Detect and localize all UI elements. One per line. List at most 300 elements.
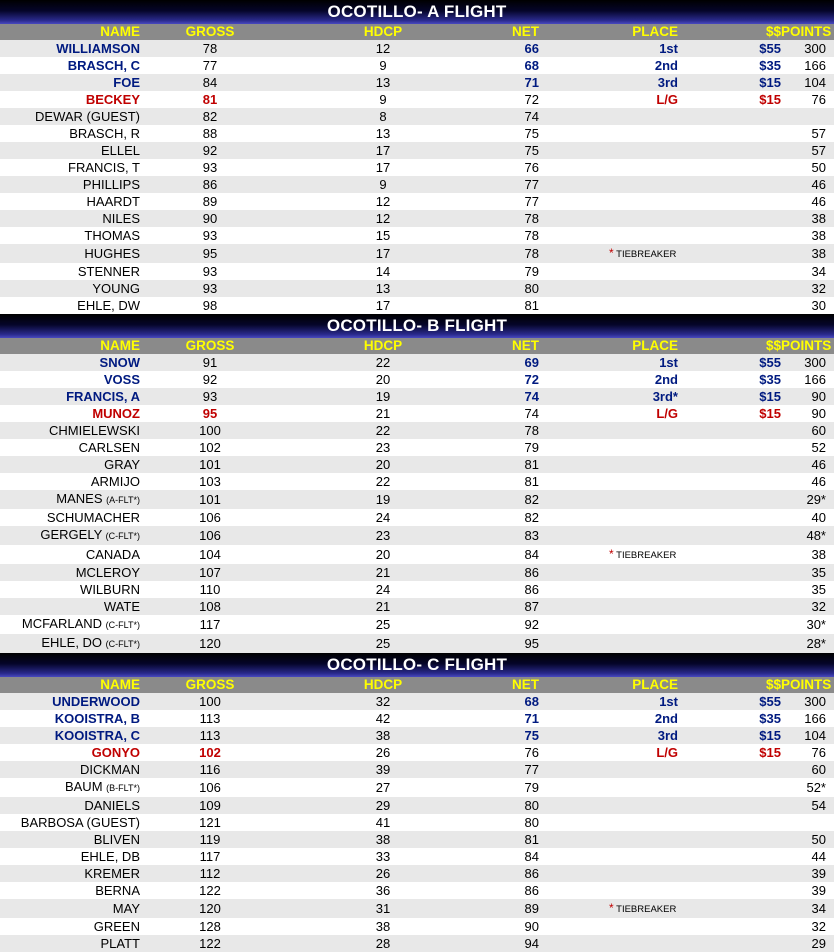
cell-money: $15	[678, 74, 781, 91]
cell-gross: 122	[140, 882, 280, 899]
cell-hdcp: 9	[280, 91, 486, 108]
cell-hdcp: 22	[280, 354, 486, 371]
tiebreaker-star: *	[609, 246, 614, 260]
table-row	[0, 526, 834, 545]
player-name: UNDERWOOD	[52, 694, 140, 709]
cell-name	[0, 509, 140, 526]
player-name: EHLE, DW	[77, 298, 140, 313]
cell-gross: 122	[140, 935, 280, 952]
player-name: GREEN	[93, 919, 140, 934]
cell-place	[539, 108, 678, 125]
cell-net: 74	[486, 405, 539, 422]
cell-name	[0, 439, 140, 456]
player-name: VOSS	[103, 372, 140, 387]
column-header-name: NAME	[0, 24, 140, 40]
table-row	[0, 297, 834, 314]
cell-points: 35	[781, 581, 834, 598]
cell-name	[0, 615, 140, 634]
cell-name	[0, 371, 140, 388]
cell-place	[539, 439, 678, 456]
cell-name	[0, 778, 140, 797]
cell-place: 3rd	[539, 74, 678, 91]
column-header-hdcp: HDCP	[280, 24, 486, 40]
table-row	[0, 405, 834, 422]
cell-hdcp: 13	[280, 125, 486, 142]
player-name: MCLEROY	[75, 565, 140, 580]
cell-place	[539, 564, 678, 581]
player-name: MAY	[112, 901, 140, 916]
cell-hdcp: 38	[280, 727, 486, 744]
cell-name	[0, 918, 140, 935]
cell-place	[539, 176, 678, 193]
cell-hdcp: 38	[280, 918, 486, 935]
cell-net: 74	[486, 388, 539, 405]
cell-place	[539, 159, 678, 176]
player-name: MUNOZ	[92, 406, 140, 421]
cell-place	[539, 473, 678, 490]
cell-points: 60	[781, 422, 834, 439]
cell-place: 1st	[539, 40, 678, 57]
cell-net: 66	[486, 40, 539, 57]
cell-hdcp: 31	[280, 899, 486, 918]
cell-hdcp: 19	[280, 490, 486, 509]
cell-gross: 113	[140, 710, 280, 727]
table-row	[0, 422, 834, 439]
cell-hdcp: 9	[280, 57, 486, 74]
cell-points: 104	[781, 74, 834, 91]
cell-points: 52	[781, 439, 834, 456]
cell-money	[678, 865, 781, 882]
cell-gross: 116	[140, 761, 280, 778]
table-row	[0, 899, 834, 918]
cell-place: 1st	[539, 693, 678, 710]
cell-money	[678, 125, 781, 142]
player-name: KOOISTRA, B	[54, 711, 140, 726]
cell-place: 2nd	[539, 710, 678, 727]
cell-points: 29*	[781, 490, 834, 509]
cell-gross: 84	[140, 74, 280, 91]
cell-place	[539, 210, 678, 227]
cell-hdcp: 17	[280, 297, 486, 314]
header-row	[0, 338, 834, 354]
cell-gross: 100	[140, 422, 280, 439]
cell-net: 80	[486, 814, 539, 831]
column-header-place: PLACE	[539, 24, 678, 40]
cell-net: 81	[486, 297, 539, 314]
tiebreaker-text: TIEBREAKER	[613, 249, 677, 260]
cell-net: 82	[486, 490, 539, 509]
cell-place	[539, 831, 678, 848]
cell-place	[539, 509, 678, 526]
cell-gross: 106	[140, 509, 280, 526]
header-row	[0, 677, 834, 693]
player-name: FRANCIS, A	[66, 389, 140, 404]
column-header-points: POINTS	[781, 338, 834, 354]
cell-name	[0, 598, 140, 615]
cell-gross: 93	[140, 159, 280, 176]
player-name: ARMIJO	[90, 474, 140, 489]
cell-name	[0, 176, 140, 193]
cell-points: 104	[781, 727, 834, 744]
flight-title: OCOTILLO- A FLIGHT	[0, 0, 834, 24]
table-row	[0, 882, 834, 899]
cell-points: 29	[781, 935, 834, 952]
table-row	[0, 545, 834, 564]
cell-place	[539, 227, 678, 244]
cell-points: 300	[781, 693, 834, 710]
column-header-name: NAME	[0, 338, 140, 354]
cell-name	[0, 405, 140, 422]
tiebreaker-text: TIEBREAKER	[613, 550, 677, 561]
table-row	[0, 509, 834, 526]
cell-money	[678, 634, 781, 653]
cell-hdcp: 20	[280, 545, 486, 564]
cell-gross: 106	[140, 526, 280, 545]
cell-name	[0, 422, 140, 439]
cell-name	[0, 280, 140, 297]
cell-money	[678, 227, 781, 244]
cell-gross: 101	[140, 456, 280, 473]
cell-hdcp: 36	[280, 882, 486, 899]
cell-points: 38	[781, 545, 834, 564]
tiebreaker-text: TIEBREAKER	[613, 904, 677, 915]
cell-points: 300	[781, 354, 834, 371]
cell-net: 75	[486, 727, 539, 744]
cell-net: 84	[486, 545, 539, 564]
column-header-gross: GROSS	[140, 677, 280, 693]
cell-gross: 91	[140, 354, 280, 371]
cell-hdcp: 27	[280, 778, 486, 797]
cell-gross: 113	[140, 727, 280, 744]
cell-name	[0, 263, 140, 280]
cell-gross: 106	[140, 778, 280, 797]
table-row	[0, 473, 834, 490]
player-name: CHMIELEWSKI	[48, 423, 140, 438]
cell-hdcp: 22	[280, 422, 486, 439]
table-row	[0, 564, 834, 581]
cell-name	[0, 297, 140, 314]
table-row	[0, 244, 834, 263]
table-row	[0, 227, 834, 244]
cell-hdcp: 23	[280, 439, 486, 456]
column-header-net: NET	[486, 677, 539, 693]
table-row	[0, 710, 834, 727]
cell-money	[678, 142, 781, 159]
table-row	[0, 744, 834, 761]
cell-gross: 93	[140, 388, 280, 405]
cell-gross: 93	[140, 280, 280, 297]
cell-gross: 107	[140, 564, 280, 581]
cell-hdcp: 25	[280, 634, 486, 653]
cell-name	[0, 108, 140, 125]
cell-money	[678, 108, 781, 125]
player-name: BLIVEN	[93, 832, 140, 847]
cell-net: 74	[486, 108, 539, 125]
cell-points: 90	[781, 388, 834, 405]
cell-hdcp: 17	[280, 244, 486, 263]
cell-net: 94	[486, 935, 539, 952]
cell-money	[678, 545, 781, 564]
cell-name	[0, 727, 140, 744]
cell-money	[678, 598, 781, 615]
cell-net: 81	[486, 456, 539, 473]
flight-section	[0, 0, 834, 314]
cell-points	[781, 108, 834, 125]
column-header-gross: GROSS	[140, 24, 280, 40]
cell-name	[0, 473, 140, 490]
cell-net: 86	[486, 564, 539, 581]
cell-points: 46	[781, 473, 834, 490]
cell-money	[678, 564, 781, 581]
cell-net: 84	[486, 848, 539, 865]
cell-name	[0, 40, 140, 57]
player-name: KOOISTRA, C	[54, 728, 140, 743]
cell-money	[678, 263, 781, 280]
cell-name	[0, 710, 140, 727]
table-row	[0, 598, 834, 615]
flight-note: (C-FLT*)	[105, 620, 140, 630]
cell-points: 46	[781, 176, 834, 193]
cell-place	[539, 142, 678, 159]
cell-net: 75	[486, 125, 539, 142]
cell-name	[0, 490, 140, 509]
table-row	[0, 814, 834, 831]
cell-money	[678, 615, 781, 634]
player-name: ELLEL	[100, 143, 140, 158]
cell-hdcp: 17	[280, 142, 486, 159]
table-row	[0, 57, 834, 74]
cell-net: 78	[486, 227, 539, 244]
header-row	[0, 24, 834, 40]
cell-gross: 117	[140, 615, 280, 634]
cell-points: 38	[781, 244, 834, 263]
cell-money	[678, 456, 781, 473]
cell-money	[678, 244, 781, 263]
cell-place: 2nd	[539, 57, 678, 74]
table-row	[0, 581, 834, 598]
table-row	[0, 918, 834, 935]
cell-name	[0, 210, 140, 227]
player-name: BECKEY	[85, 92, 140, 107]
cell-money	[678, 899, 781, 918]
cell-points: 166	[781, 710, 834, 727]
cell-net: 86	[486, 865, 539, 882]
cell-place	[539, 778, 678, 797]
cell-net: 90	[486, 918, 539, 935]
cell-money: $15	[678, 388, 781, 405]
cell-net: 78	[486, 210, 539, 227]
cell-hdcp: 21	[280, 564, 486, 581]
player-name: HUGHES	[84, 246, 140, 261]
table-row	[0, 865, 834, 882]
table-row	[0, 761, 834, 778]
cell-points: 32	[781, 280, 834, 297]
cell-gross: 78	[140, 40, 280, 57]
cell-points: 34	[781, 263, 834, 280]
table-row	[0, 74, 834, 91]
cell-money	[678, 761, 781, 778]
cell-gross: 98	[140, 297, 280, 314]
cell-hdcp: 12	[280, 210, 486, 227]
cell-place	[539, 865, 678, 882]
cell-money	[678, 297, 781, 314]
table-row	[0, 727, 834, 744]
flight-note: (C-FLT*)	[105, 531, 140, 541]
player-name: MCFARLAND	[21, 616, 103, 631]
cell-money	[678, 848, 781, 865]
cell-place	[539, 814, 678, 831]
cell-name	[0, 142, 140, 159]
cell-place	[539, 422, 678, 439]
cell-place	[539, 456, 678, 473]
cell-hdcp: 39	[280, 761, 486, 778]
cell-points: 28*	[781, 634, 834, 653]
cell-net: 72	[486, 91, 539, 108]
cell-points: 40	[781, 509, 834, 526]
column-header-hdcp: HDCP	[280, 338, 486, 354]
cell-place	[539, 581, 678, 598]
cell-name	[0, 831, 140, 848]
player-name: WATE	[103, 599, 140, 614]
cell-money: $55	[678, 354, 781, 371]
cell-net: 82	[486, 509, 539, 526]
column-header-place: PLACE	[539, 338, 678, 354]
cell-hdcp: 32	[280, 693, 486, 710]
cell-hdcp: 20	[280, 456, 486, 473]
cell-place	[539, 526, 678, 545]
cell-gross: 103	[140, 473, 280, 490]
cell-hdcp: 42	[280, 710, 486, 727]
cell-net: 80	[486, 280, 539, 297]
player-name: BERNA	[95, 883, 140, 898]
cell-place	[539, 935, 678, 952]
column-header-money: $$	[678, 677, 781, 693]
tiebreaker-star: *	[609, 901, 614, 915]
cell-gross: 104	[140, 545, 280, 564]
cell-money	[678, 831, 781, 848]
column-header-money: $$	[678, 24, 781, 40]
player-name: EHLE, DO	[41, 635, 103, 650]
cell-gross: 95	[140, 405, 280, 422]
cell-hdcp: 26	[280, 865, 486, 882]
cell-points: 46	[781, 193, 834, 210]
cell-net: 68	[486, 693, 539, 710]
cell-money	[678, 439, 781, 456]
cell-net: 79	[486, 778, 539, 797]
cell-name	[0, 456, 140, 473]
cell-net: 86	[486, 882, 539, 899]
cell-money	[678, 935, 781, 952]
cell-net: 78	[486, 244, 539, 263]
player-name: DANIELS	[84, 798, 140, 813]
tiebreaker-note	[609, 901, 677, 915]
cell-name	[0, 865, 140, 882]
cell-gross: 81	[140, 91, 280, 108]
table-row	[0, 125, 834, 142]
cell-points: 32	[781, 598, 834, 615]
cell-points: 52*	[781, 778, 834, 797]
cell-points: 76	[781, 744, 834, 761]
cell-gross: 101	[140, 490, 280, 509]
player-name: CARLSEN	[78, 440, 140, 455]
results-table	[0, 24, 834, 314]
cell-net: 92	[486, 615, 539, 634]
cell-name	[0, 193, 140, 210]
cell-net: 80	[486, 797, 539, 814]
table-row	[0, 176, 834, 193]
cell-net: 77	[486, 176, 539, 193]
cell-hdcp: 14	[280, 263, 486, 280]
cell-hdcp: 9	[280, 176, 486, 193]
cell-hdcp: 21	[280, 598, 486, 615]
cell-gross: 120	[140, 899, 280, 918]
cell-gross: 108	[140, 598, 280, 615]
player-name: KREMER	[84, 866, 140, 881]
player-name: BARBOSA (GUEST)	[20, 815, 140, 830]
column-header-money: $$	[678, 338, 781, 354]
cell-gross: 88	[140, 125, 280, 142]
cell-points: 44	[781, 848, 834, 865]
player-name: FOE	[113, 75, 140, 90]
table-row	[0, 210, 834, 227]
cell-points: 34	[781, 899, 834, 918]
cell-place	[539, 848, 678, 865]
player-name: PHILLIPS	[82, 177, 140, 192]
player-name: HAARDT	[86, 194, 140, 209]
cell-money: $55	[678, 693, 781, 710]
cell-hdcp: 12	[280, 40, 486, 57]
cell-hdcp: 28	[280, 935, 486, 952]
cell-money	[678, 778, 781, 797]
cell-place: L/G	[539, 744, 678, 761]
cell-place	[539, 297, 678, 314]
player-name: GONYO	[91, 745, 140, 760]
cell-hdcp: 25	[280, 615, 486, 634]
column-header-place: PLACE	[539, 677, 678, 693]
cell-name	[0, 581, 140, 598]
cell-hdcp: 20	[280, 371, 486, 388]
cell-net: 68	[486, 57, 539, 74]
table-row	[0, 693, 834, 710]
cell-net: 69	[486, 354, 539, 371]
cell-net: 87	[486, 598, 539, 615]
cell-points: 35	[781, 564, 834, 581]
cell-gross: 109	[140, 797, 280, 814]
cell-money: $15	[678, 91, 781, 108]
cell-money	[678, 210, 781, 227]
cell-hdcp: 22	[280, 473, 486, 490]
cell-gross: 82	[140, 108, 280, 125]
cell-points: 57	[781, 142, 834, 159]
cell-place: 3rd*	[539, 388, 678, 405]
table-row	[0, 371, 834, 388]
tiebreaker-note	[609, 547, 677, 561]
player-name: MANES	[56, 491, 103, 506]
cell-money	[678, 473, 781, 490]
player-name: YOUNG	[92, 281, 140, 296]
cell-hdcp: 21	[280, 405, 486, 422]
cell-place: 3rd	[539, 727, 678, 744]
cell-hdcp: 8	[280, 108, 486, 125]
table-row	[0, 615, 834, 634]
cell-money: $35	[678, 57, 781, 74]
cell-name	[0, 761, 140, 778]
table-row	[0, 108, 834, 125]
player-name: DEWAR (GUEST)	[35, 109, 140, 124]
cell-net: 71	[486, 710, 539, 727]
cell-points: 57	[781, 125, 834, 142]
table-row	[0, 797, 834, 814]
